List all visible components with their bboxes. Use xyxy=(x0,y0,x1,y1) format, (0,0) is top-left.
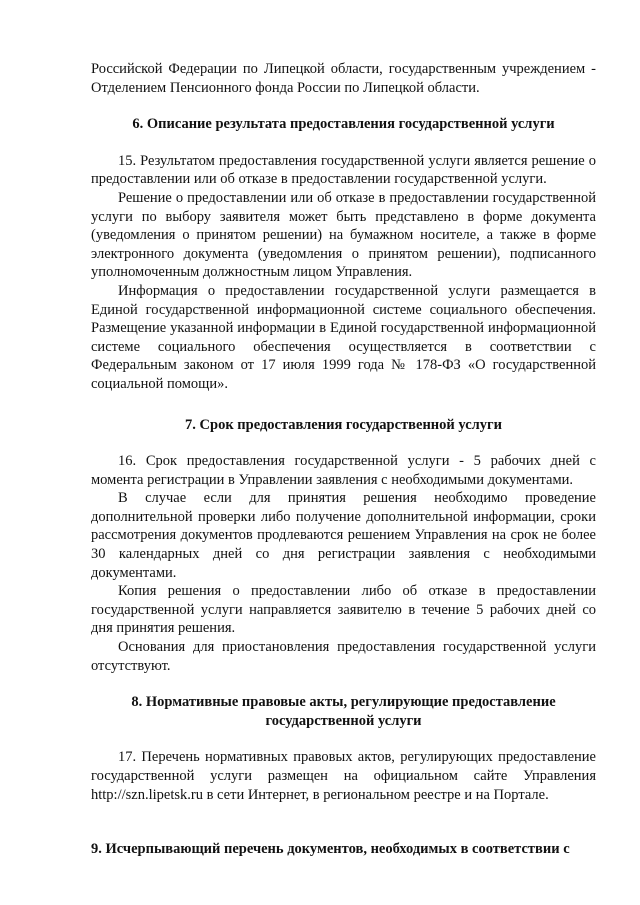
document-page xyxy=(91,60,596,859)
section-6-heading: 6. Описание результата предоставления государственной услуги xyxy=(132,116,555,133)
section-7-heading: 7. Срок предоставления государственной услуги xyxy=(185,416,502,433)
section-6-paragraph-decision: Решение о предоставлении или об отказе в предоставлении государственной услуги по выбору заявителя может быть представлено в форме документа (уведомления о принятом решении) на бумажном носителе, а также в форме электронного документа (уведомления о принятом решении), подписанного уполномоченным должностным лицом Управления. xyxy=(91,189,596,281)
section-9-heading: 9. Исчерпывающий перечень документов, необходимых в соответствии с xyxy=(91,841,570,858)
section-8-heading-line1: 8. Нормативные правовые акты, регулирующие предоставление xyxy=(131,694,556,711)
intro-paragraph: Российской Федерации по Липецкой области, государственным учреждением - Отделением Пенсионного фонда России по Липецкой области. xyxy=(91,61,596,96)
section-8-heading-line2: государственной услуги xyxy=(265,712,422,729)
section-6-paragraph-info: Информация о предоставлении государственной услуги размещается в Единой государственной информационной системе социального обеспечения. Размещение указанной информации в Единой государственной информационной системе социального обеспечения осуществляется в соответствии с Федеральным законом от 17 июля 1999 года № 178-ФЗ «О государственной социальной помощи». xyxy=(91,282,596,392)
section-7-paragraph-extension: В случае если для принятия решения необходимо проведение дополнительной проверки либо получение дополнительной информации, сроки рассмотрения документов продлеваются решением Управления на срок не более 30 календарных дней со дня регистрации заявления с необходимыми документами. xyxy=(91,490,596,581)
section-7-paragraph-16: 16. Срок предоставления государственной услуги - 5 рабочих дней с момента регистрации в Управлении заявления с необходимыми документами. xyxy=(91,453,596,488)
section-8-paragraph-17: 17. Перечень нормативных правовых актов, регулирующих предоставление государственной услуги размещен на официальном сайте Управления http://szn.lipetsk.ru в сети Интернет, в региональном реестре и на Портале. xyxy=(91,749,596,803)
section-7-paragraph-copy: Копия решения о предоставлении либо об отказе в предоставлении государственной услуги направляется заявителю в течение 5 рабочих дней со дня принятия решения. xyxy=(91,583,596,637)
section-6-paragraph-15: 15. Результатом предоставления государственной услуги является решение о предоставлении или об отказе в предоставлении государственной услуги. xyxy=(91,152,596,188)
section-7-paragraph-grounds: Основания для приостановления предоставления государственной услуги отсутствуют. xyxy=(91,639,596,674)
section-8-heading xyxy=(91,693,596,730)
